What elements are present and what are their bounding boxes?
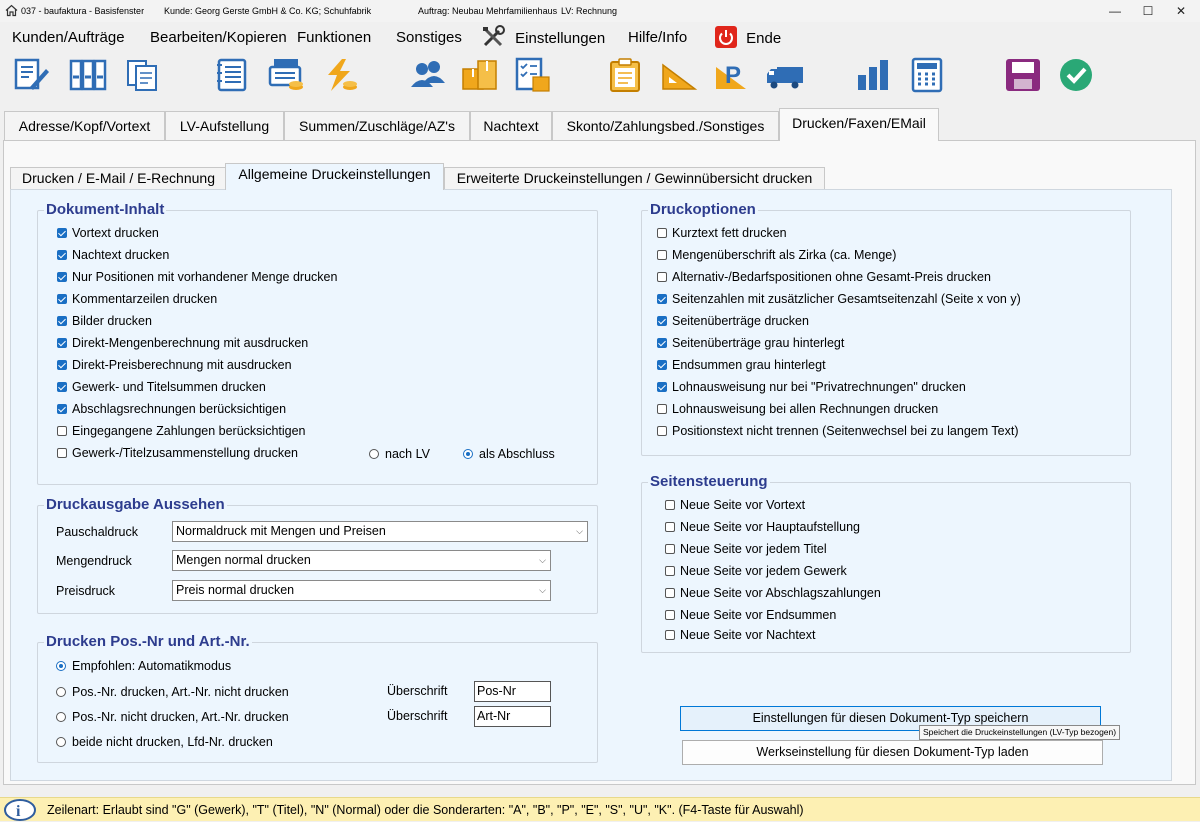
main-tabs xyxy=(0,108,1200,140)
boxes-icon[interactable] xyxy=(460,57,500,93)
checkbox-box xyxy=(657,316,667,326)
checkbox-box xyxy=(657,404,667,414)
tab-summen[interactable]: Summen/Zuschläge/AZ's xyxy=(284,111,470,141)
menu-hilfe[interactable]: Hilfe/Info xyxy=(628,29,688,46)
checkbox-label: Neue Seite vor Endsummen xyxy=(680,608,837,622)
checkbox-direkt-preis[interactable] xyxy=(57,357,292,373)
checkbox-seitenuebertraege-grau[interactable] xyxy=(657,335,844,351)
window-lv: LV: Rechnung xyxy=(561,6,618,16)
group-druckausgabe-aussehen xyxy=(37,496,598,614)
checkbox-bilder[interactable] xyxy=(57,313,152,329)
ledger-icon[interactable] xyxy=(213,57,253,93)
main-panel xyxy=(3,140,1196,785)
checkbox-label: Nur Positionen mit vorhandener Menge drucken xyxy=(72,270,338,284)
svg-text:i: i xyxy=(16,803,21,820)
checkbox-box xyxy=(665,610,675,620)
checkbox-label: Neue Seite vor Vortext xyxy=(680,498,806,512)
checkbox-seite-hauptaufstellung[interactable] xyxy=(665,519,860,535)
maximize-button[interactable]: ☐ xyxy=(1142,4,1154,18)
checkbox-endsummen-grau[interactable] xyxy=(657,357,826,373)
confirm-check-icon[interactable] xyxy=(1057,57,1097,93)
menu-bar xyxy=(0,22,1200,54)
checkbox-label: Neue Seite vor Abschlagszahlungen xyxy=(680,586,881,600)
save-settings-button[interactable]: Einstellungen für diesen Dokument-Typ speichern xyxy=(680,706,1101,731)
checkbox-box xyxy=(665,566,675,576)
radio-art-nr-drucken[interactable] xyxy=(56,709,289,725)
tab-nachtext[interactable]: Nachtext xyxy=(470,111,552,141)
checkbox-kurztext-fett[interactable] xyxy=(657,225,787,241)
lightning-coins-icon[interactable] xyxy=(320,57,360,93)
checkbox-label: Kurztext fett drucken xyxy=(672,226,787,240)
radio-als-abschluss[interactable] xyxy=(463,446,555,462)
ruler-triangle-icon[interactable] xyxy=(659,57,699,93)
checkbox-box xyxy=(657,250,667,260)
subtab-drucken-email[interactable]: Drucken / E-Mail / E-Rechnung xyxy=(10,167,227,189)
menu-funktionen[interactable]: Funktionen xyxy=(297,29,372,46)
window-title: 037 - baufaktura - Basisfenster xyxy=(21,6,145,16)
cash-register-icon[interactable] xyxy=(266,57,306,93)
checkbox-box xyxy=(665,588,675,598)
checkbox-box xyxy=(665,522,675,532)
checkbox-seitenuebertraege[interactable] xyxy=(657,313,809,329)
radio-label: Pos.-Nr. drucken, Art.-Nr. nicht drucken xyxy=(72,685,289,699)
checkbox-box xyxy=(57,294,67,304)
toolbar xyxy=(0,54,1200,96)
window-order: Auftrag: Neubau Mehrfamilienhaus xyxy=(418,6,558,16)
tab-adresse[interactable]: Adresse/Kopf/Vortext xyxy=(4,111,165,141)
group-title: Dokument-Inhalt xyxy=(46,201,165,218)
binders-icon[interactable] xyxy=(68,57,108,93)
checkbox-box xyxy=(657,360,667,370)
group-dokument-inhalt xyxy=(37,201,598,485)
checkbox-label: Alternativ-/Bedarfspositionen ohne Gesamt-Preis drucken xyxy=(672,270,991,284)
checkbox-label: Seitenüberträge grau hinterlegt xyxy=(672,336,845,350)
copy-documents-icon[interactable] xyxy=(124,57,164,93)
radio-label: als Abschluss xyxy=(479,447,555,461)
input-art-nr-ueberschrift[interactable]: Art-Nr xyxy=(474,706,551,727)
checkbox-box xyxy=(57,404,67,414)
radio-lfd-nr-drucken[interactable] xyxy=(56,734,273,750)
checkbox-box xyxy=(657,228,667,238)
radio-label: Pos.-Nr. nicht drucken, Art.-Nr. drucken xyxy=(72,710,289,724)
title-bar xyxy=(0,0,1200,22)
group-seitensteuerung xyxy=(641,473,1131,653)
clipboard-icon[interactable] xyxy=(606,57,646,93)
checkbox-box xyxy=(665,544,675,554)
menu-kunden[interactable]: Kunden/Aufträge xyxy=(12,29,125,46)
checkbox-direkt-mengen[interactable] xyxy=(57,335,308,351)
checklist-box-icon[interactable] xyxy=(513,57,553,93)
checkbox-box xyxy=(57,448,67,458)
radio-dot xyxy=(56,737,66,747)
tab-lv-aufstellung[interactable]: LV-Aufstellung xyxy=(165,111,284,141)
checkbox-eingegangene-zahlungen[interactable] xyxy=(57,423,306,439)
checkbox-label: Gewerk-/Titelzusammenstellung drucken xyxy=(72,446,299,460)
minimize-button[interactable]: — xyxy=(1109,4,1121,18)
checkbox-box xyxy=(657,338,667,348)
load-defaults-button[interactable]: Werkseinstellung für diesen Dokument-Typ laden xyxy=(682,740,1103,765)
checkbox-box xyxy=(57,228,67,238)
input-pos-nr-ueberschrift[interactable]: Pos-Nr xyxy=(474,681,551,702)
chevron-down-icon: ⌵ xyxy=(576,526,583,536)
checkbox-box xyxy=(657,382,667,392)
checkbox-box xyxy=(657,294,667,304)
checkbox-mengenueberschrift-zirka[interactable] xyxy=(657,247,896,263)
checkbox-label: Bilder drucken xyxy=(72,314,152,328)
checkbox-seite-abschlagszahlungen[interactable] xyxy=(665,585,881,601)
checkbox-box xyxy=(57,360,67,370)
menu-ende-label: Ende xyxy=(746,30,782,47)
checkbox-box xyxy=(57,426,67,436)
menu-einstellungen[interactable] xyxy=(481,25,605,49)
svg-text:P: P xyxy=(725,62,742,89)
label-ueberschrift-pos: Überschrift xyxy=(387,684,448,698)
checkbox-label: Eingegangene Zahlungen berücksichtigen xyxy=(72,424,306,438)
tools-icon xyxy=(481,25,507,49)
radio-label: beide nicht drucken, Lfd-Nr. drucken xyxy=(72,735,273,749)
checkbox-label: Mengenüberschrift als Zirka (ca. Menge) xyxy=(672,248,897,262)
label-pauschaldruck: Pauschaldruck xyxy=(56,525,138,539)
menu-sonstiges[interactable]: Sonstiges xyxy=(396,29,462,46)
checkbox-alternativ-positionen[interactable] xyxy=(657,269,991,285)
checkbox-box xyxy=(657,272,667,282)
checkbox-label: Neue Seite vor Hauptaufstellung xyxy=(680,520,860,534)
parking-ruler-icon[interactable] xyxy=(712,57,752,93)
checkbox-label: Endsummen grau hinterlegt xyxy=(672,358,826,372)
checkbox-label: Neue Seite vor jedem Gewerk xyxy=(680,564,847,578)
checkbox-label: Lohnausweisung bei allen Rechnungen drucken xyxy=(672,402,939,416)
checkbox-titelzusammenstellung[interactable] xyxy=(57,445,298,461)
subtab-erweitert[interactable]: Erweiterte Druckeinstellungen / Gewinnübersicht drucken xyxy=(444,167,825,189)
menu-ende[interactable] xyxy=(715,26,781,48)
checkbox-label: Vortext drucken xyxy=(72,226,159,240)
status-text: Zeilenart: Erlaubt sind "G" (Gewerk), "T" (Titel), "N" (Normal) oder die Sonderarten: "A", "B", "P", "E", "S", "U", "K". (F4-Taste für Auswahl) xyxy=(47,803,804,817)
close-button[interactable]: ✕ xyxy=(1175,4,1187,18)
edit-document-icon[interactable] xyxy=(12,57,52,93)
checkbox-positionstext-nicht-trennen[interactable] xyxy=(657,423,1018,439)
tab-skonto[interactable]: Skonto/Zahlungsbed./Sonstiges xyxy=(552,111,779,141)
checkbox-label: Seitenüberträge drucken xyxy=(672,314,809,328)
save-settings-tooltip: Speichert die Druckeinstellungen (LV-Typ bezogen) xyxy=(919,725,1120,740)
checkbox-label: Lohnausweisung nur bei "Privatrechnungen" drucken xyxy=(672,380,966,394)
checkbox-box xyxy=(657,426,667,436)
info-icon xyxy=(3,799,37,821)
checkbox-box xyxy=(57,382,67,392)
select-value: Normaldruck mit Mengen und Preisen xyxy=(176,524,386,538)
checkbox-label: Direkt-Preisberechnung mit ausdrucken xyxy=(72,358,292,372)
checkbox-label: Nachtext drucken xyxy=(72,248,170,262)
radio-dot xyxy=(56,687,66,697)
checkbox-nachtext[interactable] xyxy=(57,247,169,263)
group-title: Drucken Pos.-Nr und Art.-Nr. xyxy=(46,633,250,650)
group-druckoptionen xyxy=(641,201,1131,456)
checkbox-label: Gewerk- und Titelsummen drucken xyxy=(72,380,266,394)
checkbox-box xyxy=(57,250,67,260)
radio-automatikmodus[interactable] xyxy=(56,658,231,674)
power-icon xyxy=(715,26,737,48)
radio-dot xyxy=(369,449,379,459)
radio-pos-nr-drucken[interactable] xyxy=(56,684,289,700)
checkbox-label: Abschlagsrechnungen berücksichtigen xyxy=(72,402,287,416)
checkbox-box xyxy=(57,338,67,348)
checkbox-label: Direkt-Mengenberechnung mit ausdrucken xyxy=(72,336,309,350)
checkbox-label: Positionstext nicht trennen (Seitenwechsel bei zu langem Text) xyxy=(672,424,1019,438)
checkbox-box xyxy=(665,500,675,510)
truck-icon[interactable] xyxy=(765,57,805,93)
subtab-allgemein[interactable]: Allgemeine Druckeinstellungen xyxy=(225,163,444,190)
checkbox-label: Neue Seite vor jedem Titel xyxy=(680,542,827,556)
checkbox-lohnausweisung-alle[interactable] xyxy=(657,401,938,417)
select-preisdruck[interactable] xyxy=(172,580,551,601)
calculator-icon[interactable] xyxy=(907,57,947,93)
label-mengendruck: Mengendruck xyxy=(56,554,132,568)
radio-label: nach LV xyxy=(385,447,430,461)
group-title: Druckoptionen xyxy=(650,201,756,218)
checkbox-seite-vortext[interactable] xyxy=(665,497,805,513)
checkbox-lohnausweisung-privat[interactable] xyxy=(657,379,966,395)
checkbox-abschlagsrechnungen[interactable] xyxy=(57,401,286,417)
chevron-down-icon: ⌵ xyxy=(539,585,546,595)
radio-label: Empfohlen: Automatikmodus xyxy=(72,659,232,673)
chevron-down-icon: ⌵ xyxy=(539,555,546,565)
users-icon[interactable] xyxy=(408,57,448,93)
checkbox-label: Neue Seite vor Nachtext xyxy=(680,628,816,642)
label-ueberschrift-art: Überschrift xyxy=(387,709,448,723)
sub-panel xyxy=(10,189,1172,781)
tab-drucken[interactable]: Drucken/Faxen/EMail xyxy=(779,108,939,141)
checkbox-kommentarzeilen[interactable] xyxy=(57,291,217,307)
group-title: Seitensteuerung xyxy=(650,473,768,490)
status-bar xyxy=(0,797,1200,821)
checkbox-seitenzahlen[interactable] xyxy=(657,291,1021,307)
radio-dot xyxy=(56,712,66,722)
save-disk-icon[interactable] xyxy=(1003,57,1043,93)
group-pos-art-nr xyxy=(37,633,598,763)
checkbox-vortext[interactable] xyxy=(57,225,159,241)
radio-dot xyxy=(463,449,473,459)
label-preisdruck: Preisdruck xyxy=(56,584,116,598)
select-mengendruck[interactable] xyxy=(172,550,551,571)
radio-nach-lv[interactable] xyxy=(369,446,430,462)
checkbox-gewerk-titelsummen[interactable] xyxy=(57,379,266,395)
checkbox-seite-titel[interactable] xyxy=(665,541,827,557)
checkbox-label: Seitenzahlen mit zusätzlicher Gesamtseitenzahl (Seite x von y) xyxy=(672,292,1021,306)
menu-einstellungen-label: Einstellungen xyxy=(515,30,606,47)
checkbox-nur-positionen[interactable] xyxy=(57,269,337,285)
checkbox-box xyxy=(665,630,675,640)
checkbox-seite-nachtext[interactable] xyxy=(665,627,816,643)
select-value: Preis normal drucken xyxy=(176,583,295,597)
checkbox-label: Kommentarzeilen drucken xyxy=(72,292,218,306)
bar-chart-icon[interactable] xyxy=(854,57,894,93)
checkbox-box xyxy=(57,272,67,282)
checkbox-seite-gewerk[interactable] xyxy=(665,563,847,579)
radio-dot xyxy=(56,661,66,671)
select-pauschaldruck[interactable] xyxy=(172,521,588,542)
checkbox-seite-endsummen[interactable] xyxy=(665,607,836,623)
checkbox-box xyxy=(57,316,67,326)
menu-bearbeiten[interactable]: Bearbeiten/Kopieren xyxy=(150,29,287,46)
select-value: Mengen normal drucken xyxy=(176,553,311,567)
home-icon xyxy=(5,4,18,17)
group-title: Druckausgabe Aussehen xyxy=(46,496,225,513)
window-customer: Kunde: Georg Gerste GmbH & Co. KG; Schuhfabrik xyxy=(164,6,372,16)
